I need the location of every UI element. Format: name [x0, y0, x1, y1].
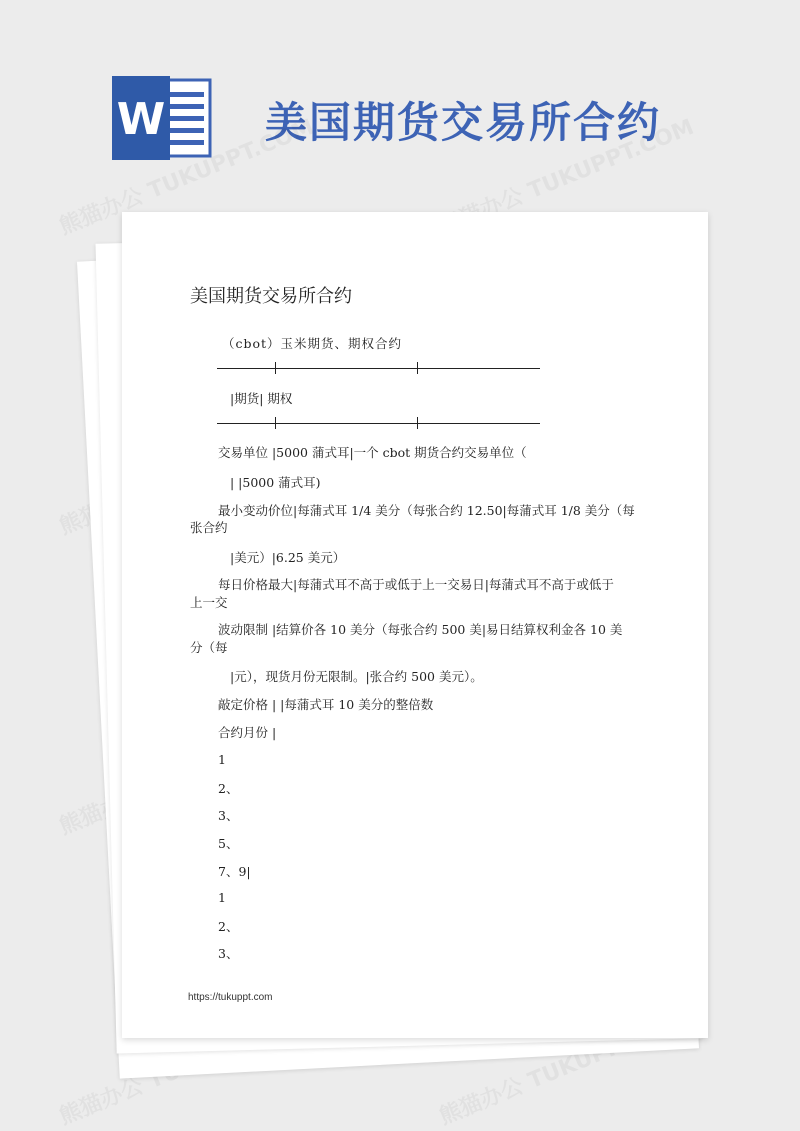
doc-line: 5、 [218, 836, 239, 851]
doc-line: 7、9| [218, 864, 251, 879]
document-page [122, 212, 708, 1038]
doc-line: 分（每 [190, 640, 228, 655]
doc-line: 1 [218, 752, 226, 767]
doc-line: 3、 [218, 946, 239, 961]
doc-line: | |5000 蒲式耳) [230, 475, 321, 490]
table-header: |期货| 期权 [230, 391, 293, 406]
doc-line: 2、 [218, 781, 239, 796]
doc-line: 交易单位 |5000 蒲式耳|一个 cbot 期货合约交易单位（ [218, 445, 527, 460]
doc-line: |美元）|6.25 美元） [230, 550, 346, 565]
doc-line: 2、 [218, 919, 239, 934]
table-tick [417, 417, 418, 429]
table-rule [217, 423, 540, 424]
table-rule [217, 368, 540, 369]
banner-title: 美国期货交易所合约 [265, 98, 662, 147]
doc-line: 波动限制 |结算价各 10 美分（每张合约 500 美|易日结算权利金各 10 美 [218, 622, 623, 637]
doc-line: 上一交 [190, 595, 228, 610]
doc-line: 合约月份 | [218, 725, 277, 740]
table-tick [275, 417, 276, 429]
doc-line: 敲定价格 | |每蒲式耳 10 美分的整倍数 [218, 697, 434, 712]
document-title: 美国期货交易所合约 [190, 286, 352, 307]
document-subtitle: （cbot）玉米期货、期权合约 [222, 336, 403, 351]
doc-line: 张合约 [190, 520, 228, 535]
word-logo-letter: W [116, 94, 166, 145]
footer-url: https://tukuppt.com [188, 992, 273, 1003]
doc-line: 1 [218, 890, 226, 905]
word-logo-icon [112, 76, 212, 160]
doc-line: |元），现货月份无限制。|张合约 500 美元）。 [230, 669, 483, 684]
doc-line: 每日价格最大|每蒲式耳不高于或低于上一交易日|每蒲式耳不高于或低于 [218, 577, 614, 592]
table-tick [275, 362, 276, 374]
table-tick [417, 362, 418, 374]
doc-line: 3、 [218, 808, 239, 823]
doc-line: 最小变动价位|每蒲式耳 1/4 美分（每张合约 12.50|每蒲式耳 1/8 美分（每 [218, 503, 635, 518]
